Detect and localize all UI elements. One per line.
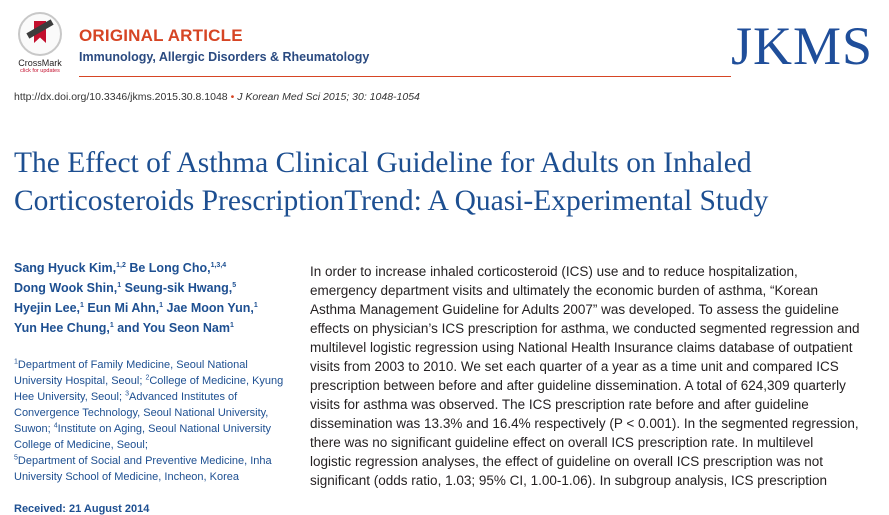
abstract-line: emergency department visits and ultimately the economic burden of asthma, “Korean <box>310 283 819 298</box>
affiliation: College of Medicine, Kyung Hee University, Seoul; <box>14 375 284 403</box>
author: and You Seon Nam$^1$ <box>117 321 234 335</box>
affiliation: Department of Family Medicine, Seoul National University Hospital, Seoul; <box>14 359 248 387</box>
citation-line <box>14 91 420 103</box>
abstract-line: visits from 2003 to 2010. We set each quarter of a year as a time unit and compared ICS <box>310 359 839 374</box>
abstract-line: there was no significant guideline effect on overall ICS prescription rate. In multilevel <box>310 435 814 450</box>
citation-reference: J Korean Med Sci 2015; 30: 1048-1054 <box>237 91 420 103</box>
author: Be Long Cho,$^{1,3,4}$ <box>129 261 227 275</box>
author: Sang Hyuck Kim,$^{1,2}$ <box>14 261 126 275</box>
abstract-line: dissemination was 13.3% and 16.4% respectively (P < 0.001). In the segmented regression, <box>310 416 859 431</box>
section-name: Immunology, Allergic Disorders & Rheumatology <box>79 50 370 64</box>
abstract-line: logistic regression analyses, the effect of guideline on overall ICS prescription was not <box>310 454 824 469</box>
abstract-line: visits for asthma was observed. The ICS prescription rate before and after guideline <box>310 397 809 412</box>
citation-separator: • <box>230 91 235 103</box>
abstract-line: Asthma Management Guideline for Adults 2007” was developed. To assess the guideline <box>310 302 839 317</box>
article-type: ORIGINAL ARTICLE <box>79 26 243 45</box>
crossmark-icon <box>18 12 62 56</box>
journal-logo: JKMS <box>731 16 874 76</box>
author: Seung-sik Hwang,$^5$ <box>124 281 237 295</box>
crossmark-label: CrossMark <box>18 58 62 68</box>
author: Dong Wook Shin,$^1$ <box>14 281 122 295</box>
article-title <box>14 144 884 220</box>
abstract-line: significant (odds ratio, 1.03; 95% CI, 1.00-1.06). In subgroup analysis, ICS prescription <box>310 473 828 488</box>
affiliation: Institute on Aging, Seoul National University College of Medicine, Seoul; <box>14 423 272 451</box>
author-list <box>14 258 289 338</box>
crossmark-sublabel: click for updates <box>20 68 60 74</box>
crossmark-badge[interactable] <box>12 12 68 75</box>
author: Yun Hee Chung,$^1$ <box>14 321 114 335</box>
title-line: Corticosteroids PrescriptionTrend: A Quasi-Experimental Study <box>14 185 769 217</box>
author: Jae Moon Yun,$^1$ <box>166 301 258 315</box>
affiliation: Department of Social and Preventive Medicine, Inha University School of Medicine, Incheon, Korea <box>14 455 272 483</box>
abstract-line: multilevel logistic regression using National Health Insurance claims database of outpatient <box>310 340 853 355</box>
affiliations: $^1$Department of Family Medicine, Seoul National University Hospital, Seoul; $^2$College of Medicine, Kyung Hee University, Seoul; $^3$Advanced Institutes of Convergence Technology, Seoul National University, Suwon; $^4$Institute on Aging, Seoul National University College of Medicine, Seoul; $^5$Department of Social and Preventive Medicine, Inha University School of Medicine, Incheon, Korea <box>14 358 284 483</box>
author: Eun Mi Ahn,$^1$ <box>87 301 164 315</box>
header-divider <box>79 76 731 77</box>
title-line: The Effect of Asthma Clinical Guideline for Adults on Inhaled <box>14 147 752 179</box>
author: Hyejin Lee,$^1$ <box>14 301 84 315</box>
affiliation: Advanced Institutes of Convergence Technology, Seoul National University, Suwon; <box>14 391 269 435</box>
abstract-line: In order to increase inhaled corticosteroid (ICS) use and to reduce hospitalization, <box>310 264 798 279</box>
doi-link[interactable]: http://dx.doi.org/10.3346/jkms.2015.30.8.1048 <box>14 91 228 103</box>
abstract-line: effects on physician’s ICS prescription for asthma, we conducted segmented regression and <box>310 321 860 336</box>
received-date: Received: 21 August 2014 <box>14 503 150 515</box>
abstract-line: prescription between before and after guideline dissemination. A total of 624,309 quarterly <box>310 378 846 393</box>
abstract <box>310 262 887 490</box>
